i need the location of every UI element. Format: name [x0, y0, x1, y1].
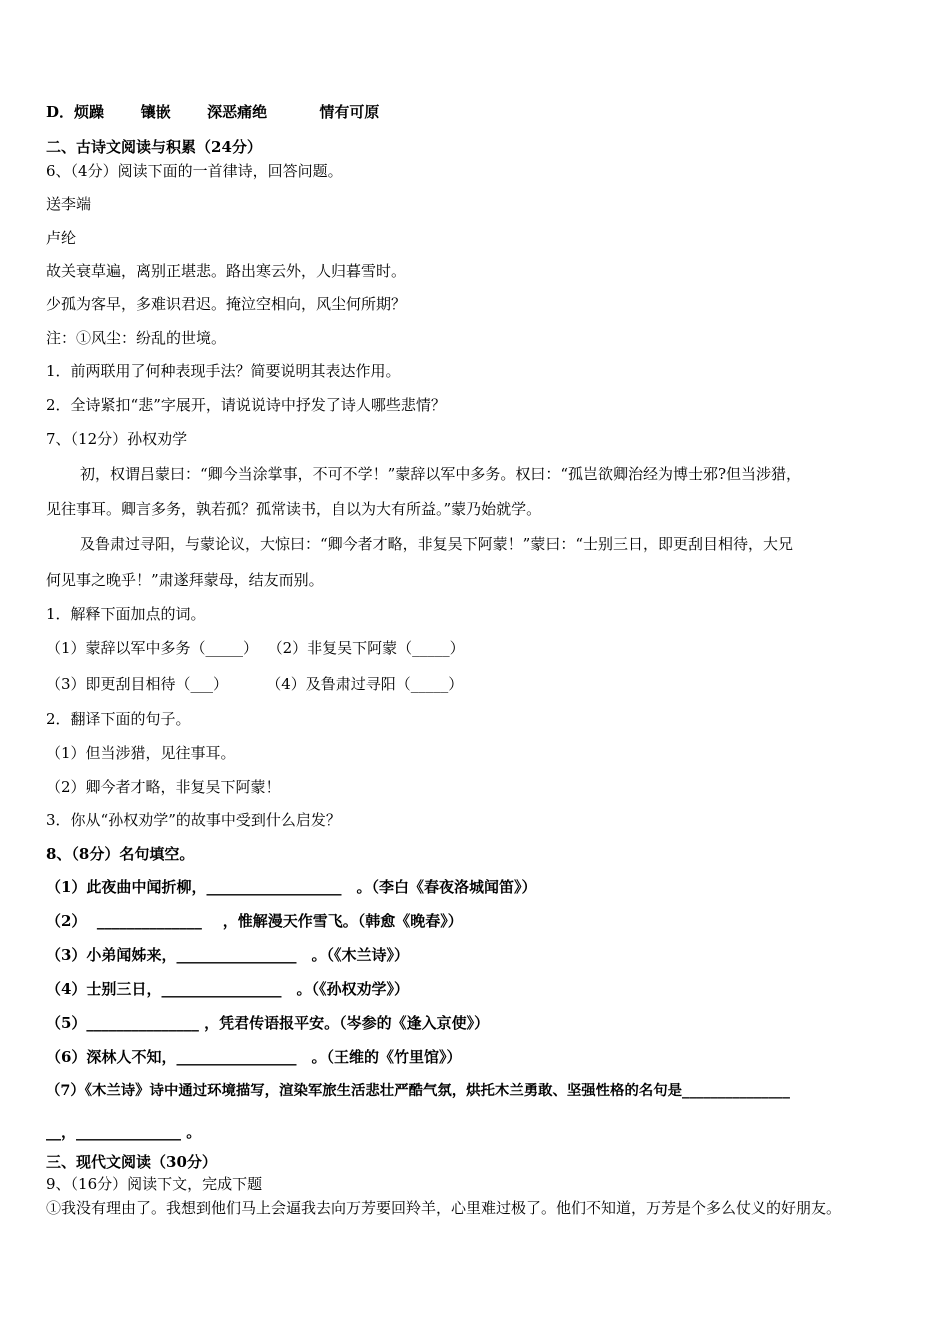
poem-line-2: 少孤为客早，多难识君迟。掩泣空相向，风尘何所期？ [46, 295, 407, 313]
option-d: D．烦躁 镶嵌 深恶痛绝 情有可原 [46, 103, 380, 121]
poem-line-1: 故关衰草遍，离别正堪悲。路出寒云外，人归暮雪时。 [46, 262, 407, 280]
fill-blank-7: （7）《木兰诗》诗中通过环境描写，渲染军旅生活悲壮严酷气氛，烘托木兰勇敢、坚强性格的名句是_______________ [46, 1082, 790, 1099]
modern-passage-paragraph-1: ①我没有理由了。我想到他们马上会逼我去向万芳要回羚羊，心里难过极了。他们不知道，万芳是个多么仗义的好朋友。 [46, 1199, 842, 1217]
fill-blank-7-continued: __，______________ 。 [46, 1123, 202, 1141]
question-7-3: 3．你从“孙权劝学”的故事中受到什么启发？ [46, 811, 341, 829]
question-8-title: 8、（8分）名句填空。 [46, 845, 195, 863]
question-7-2-sentence-1: （1）但当涉猎，见往事耳。 [46, 744, 236, 762]
question-6-prompt: 6、（4分）阅读下面的一首律诗，回答问题。 [46, 162, 343, 180]
fill-blank-3: （3）小弟闻姊来，________________ 。（《木兰诗》） [46, 946, 409, 964]
passage-paragraph-2-line-1: 及鲁肃过寻阳，与蒙论议，大惊曰：“卿今者才略，非复吴下阿蒙！”蒙曰：“士别三日，即更刮目相待，大兄 [80, 535, 794, 553]
fill-blank-2: （2） ______________ ，惟解漫天作雪飞。（韩愈《晚春》） [46, 912, 463, 930]
fill-blank-6: （6）深林人不知，________________ 。（王维的《竹里馆》） [46, 1048, 462, 1066]
fill-blank-1: （1）此夜曲中闻折柳，__________________ 。（李白《春夜洛城闻笛》） [46, 878, 537, 896]
question-7-title: 7、（12分）孙权劝学 [46, 430, 188, 448]
question-7-2: 2．翻译下面的句子。 [46, 710, 191, 728]
question-7-1-items-b: （3）即更刮目相待（___） （4）及鲁肃过寻阳（_____） [46, 675, 464, 693]
question-9-prompt: 9、（16分）阅读下文，完成下题 [46, 1175, 263, 1193]
question-7-1-items-a: （1）蒙辞以军中多务（_____） （2）非复吴下阿蒙（_____） [46, 639, 465, 657]
passage-paragraph-1-line-2: 见往事耳。卿言多务，孰若孤？孤常读书，自以为大有所益。”蒙乃始就学。 [46, 500, 542, 518]
section-heading-modern: 三、现代文阅读（30分） [46, 1153, 217, 1171]
fill-blank-4: （4）士别三日，________________ 。（《孙权劝学》） [46, 980, 409, 998]
poem-author: 卢纶 [46, 229, 77, 247]
poem-title: 送李端 [46, 195, 92, 213]
section-heading-classical: 二、古诗文阅读与积累（24分） [46, 138, 262, 156]
question-7-1: 1．解释下面加点的词。 [46, 605, 206, 623]
passage-paragraph-2-line-2: 何见事之晚乎！”肃遂拜蒙母，结友而别。 [46, 571, 324, 589]
question-7-2-sentence-2: （2）卿今者才略，非复吴下阿蒙！ [46, 778, 281, 796]
passage-paragraph-1-line-1: 初，权谓吕蒙曰：“卿今当涂掌事，不可不学！”蒙辞以军中多务。权曰：“孤岂欲卿治经为博士邪?但当涉猎， [80, 465, 802, 483]
question-6-2: 2．全诗紧扣“悲”字展开，请说说诗中抒发了诗人哪些悲情？ [46, 396, 446, 414]
fill-blank-5: （5）_______________ ，凭君传语报平安。（岑参的《逢入京使》） [46, 1014, 490, 1032]
question-6-1: 1．前两联用了何种表现手法？简要说明其表达作用。 [46, 362, 401, 380]
poem-note: 注：①风尘：纷乱的世境。 [46, 329, 227, 347]
